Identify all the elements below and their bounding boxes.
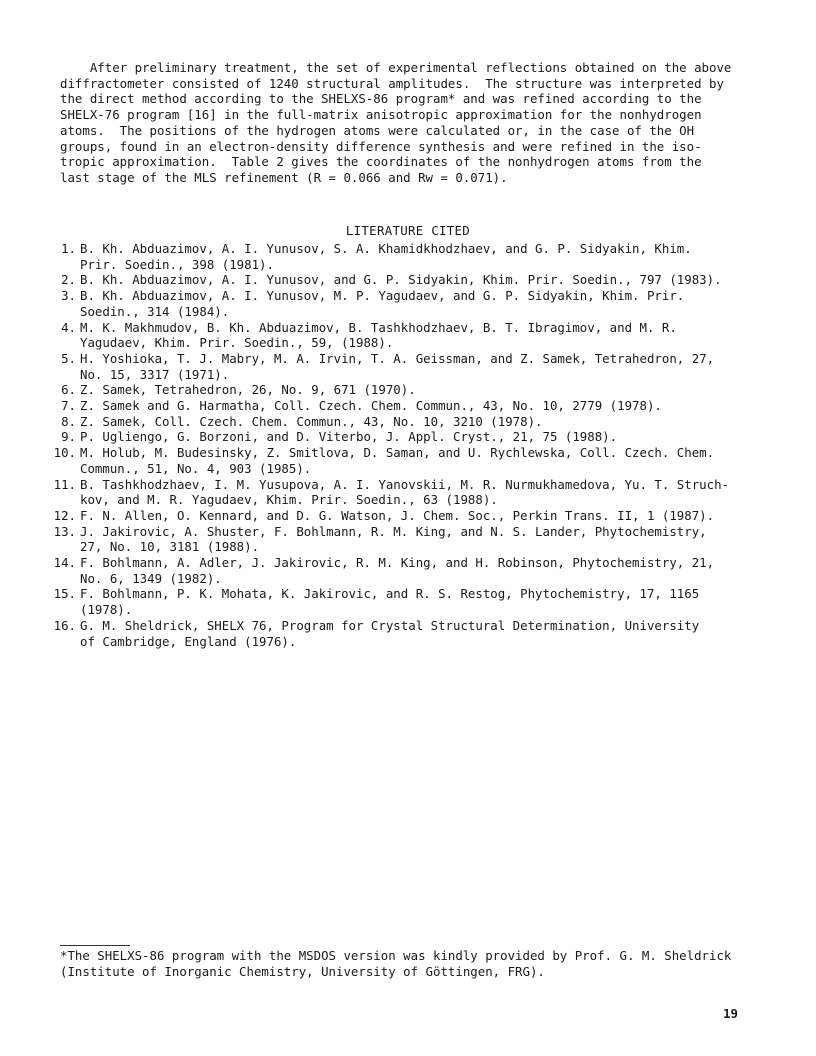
reference-number: 1. [61,241,76,256]
intro-line: After preliminary treatment, the set of experimental reflections obtained on the above [60,60,732,75]
reference-text: M. K. Makhmudov, B. Kh. Abduazimov, B. Tashkhodzhaev, B. T. Ibragimov, and M. R. Yagudaev, Khim. Prir. Soedin., 59, (1988). [80,319,677,351]
reference-text: B. Tashkhodzhaev, I. M. Yusupova, A. I. Yanovskii, M. R. Nurmukhamedova, Yu. T. Struch- kov, and M. R. Yagudaev, Khim. Prir. Soedin., 63 (1988). [80,476,730,508]
reference-number: 7. [61,398,76,414]
reference-text: M. Holub, M. Budesinsky, Z. Smitlova, D. Saman, and U. Rychlewska, Coll. Czech. Chem. Commun., 51, No. 4, 903 (1985). [80,445,715,476]
reference-item [58,382,758,398]
reference-item [58,429,758,445]
literature-cited-heading: LITERATURE CITED [345,223,471,238]
reference-text: G. M. Sheldrick, SHELX 76, Program for Crystal Structural Determination, University of Cambridge, England (1976). [80,617,700,649]
reference-text: F. N. Allen, O. Kennard, and D. G. Watson, J. Chem. Soc., Perkin Trans. II, 1 (1987). [80,507,715,523]
reference-item [58,288,758,319]
reference-number: 6. [61,382,76,398]
intro-line: groups, found in an electron-density difference synthesis and were refined in the iso- [60,138,702,154]
reference-number: 4. [61,319,76,335]
reference-number: 15. [53,586,76,602]
reference-text: Z. Samek, Tetrahedron, 26, No. 9, 671 (1970). [80,382,416,398]
reference-text: Z. Samek and G. Harmatha, Coll. Czech. Chem. Commun., 43, No. 10, 2779 (1978). [80,398,662,414]
intro-paragraph [60,60,740,186]
reference-number: 9. [61,429,76,445]
reference-number: 2. [61,272,76,288]
reference-text: F. Bohlmann, A. Adler, J. Jakirovic, R. M. King, and H. Robinson, Phytochemistry, 21, No. 6, 1349 (1982). [80,555,715,586]
intro-line: atoms. The positions of the hydrogen atoms were calculated or, in the case of the OH [60,122,695,138]
footnote: *The SHELXS-86 program with the MSDOS version was kindly provided by Prof. G. M. Sheldrick (Institute of Inorganic Chemistry, University of Göttingen, FRG). [60,948,732,979]
intro-line: SHELX-76 program [16] in the full-matrix anisotropic approximation for the nonhydrogen [60,107,702,123]
intro-line: diffractometer consisted of 1240 structural amplitudes. The structure was interpreted by [60,75,724,91]
reference-number: 10. [53,445,76,461]
page-number: 19 [723,1006,738,1021]
reference-item [53,523,758,555]
reference-number: 16. [53,617,76,633]
reference-item [53,476,758,508]
reference-text: P. Ugliengo, G. Borzoni, and D. Viterbo, J. Appl. Cryst., 21, 75 (1988). [80,429,618,445]
reference-item [53,555,758,586]
reference-number: 12. [53,507,76,523]
reference-item [53,586,758,618]
reference-list [53,241,758,649]
reference-number: 13. [53,523,76,539]
intro-line: tropic approximation. Table 2 gives the coordinates of the nonhydrogen atoms from the [60,154,702,170]
reference-item [58,241,758,272]
reference-number: 3. [61,288,76,304]
reference-text: B. Kh. Abduazimov, A. I. Yunusov, and G. P. Sidyakin, Khim. Prir. Soedin., 797 (1983). [80,272,722,288]
reference-text: B. Kh. Abduazimov, A. I. Yunusov, S. A. Khamidkhodzhaev, and G. P. Sidyakin, Khim. Prir. Soedin., 398 (1981). [80,241,692,272]
reference-text: J. Jakirovic, A. Shuster, F. Bohlmann, R. M. King, and N. S. Lander, Phytochemistry, 27, No. 10, 3181 (1988). [80,523,707,555]
reference-item [58,414,758,430]
reference-text: H. Yoshioka, T. J. Mabry, M. A. Irvin, T. A. Geissman, and Z. Samek, Tetrahedron, 27, No. 15, 3317 (1971). [80,350,715,382]
reference-item [53,617,758,649]
reference-item [53,445,758,476]
reference-number: 8. [61,413,76,429]
reference-item [58,351,758,382]
footnote-rule [60,945,130,946]
intro-line: last stage of the MLS refinement (R = 0.066 and Rw = 0.071). [60,169,508,185]
reference-item [53,507,758,524]
reference-item [58,320,758,351]
reference-item [58,398,758,414]
reference-text: B. Kh. Abduazimov, A. I. Yunusov, M. P. Yagudaev, and G. P. Sidyakin, Khim. Prir. Soedin., 314 (1984). [80,288,685,319]
reference-number: 14. [53,555,76,571]
intro-line: the direct method according to the SHELXS-86 program* and was refined according to the [60,91,702,107]
reference-item [58,272,758,288]
reference-text: Z. Samek, Coll. Czech. Chem. Commun., 43, No. 10, 3210 (1978). [80,413,543,429]
reference-number: 5. [61,350,76,366]
reference-text: F. Bohlmann, P. K. Mohata, K. Jakirovic, and R. S. Restog, Phytochemistry, 17, 1165 (1978). [80,586,700,618]
reference-number: 11. [53,476,76,492]
